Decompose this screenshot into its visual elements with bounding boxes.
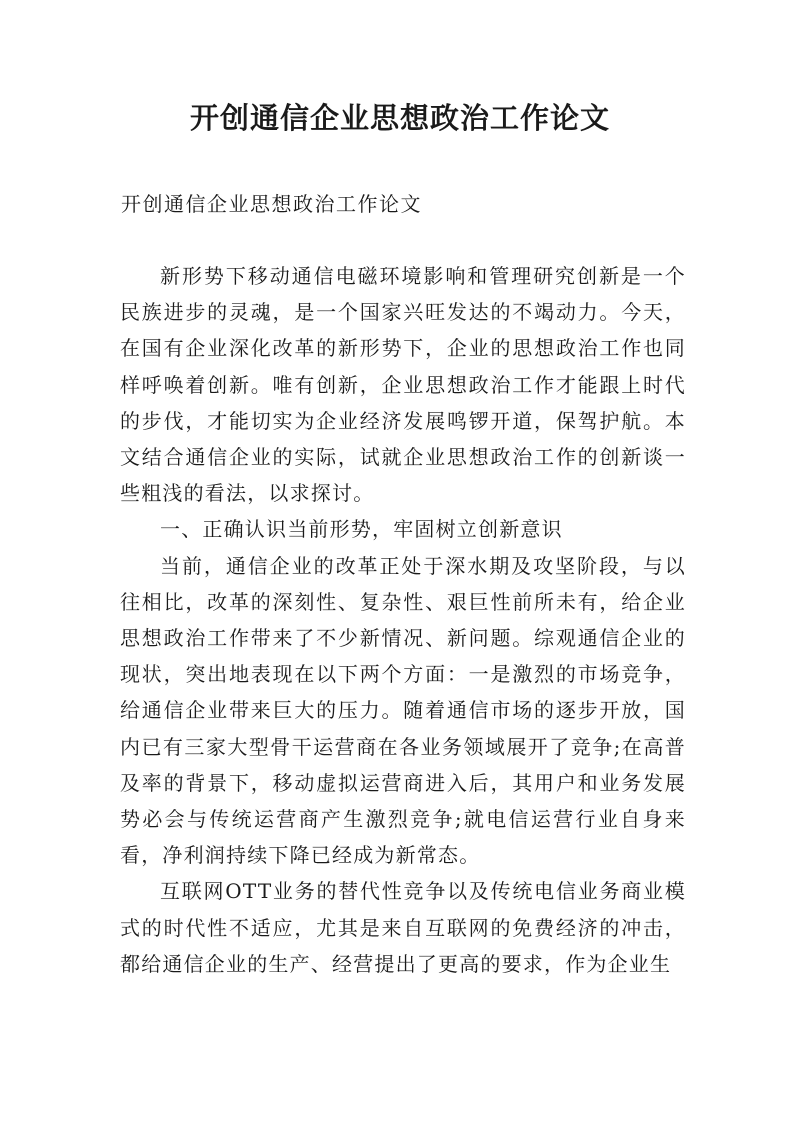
document-title: 开创通信企业思想政治工作论文 bbox=[189, 101, 610, 135]
document-subtitle: 开创通信企业思想政治工作论文 bbox=[121, 192, 422, 216]
paragraph: 新形势下移动通信电磁环境影响和管理研究创新是一个民族进步的灵魂，是一个国家兴旺发达的不竭动力。今天，在国有企业深化改革的新形势下，企业的思想政治工作也同样呼唤着创新。唯有创新，企业思想政治工作才能跟上时代的步伐，才能切实为企业经济发展鸣锣开道，保驾护航。本文结合通信企业的实际，试就企业思想政治工作的创新谈一些粗浅的看法，以求探讨。 bbox=[120, 264, 686, 506]
section-heading: 一、正确认识当前形势，牢固树立创新意识 bbox=[160, 517, 563, 542]
document-body bbox=[120, 258, 686, 982]
paragraph: 当前，通信企业的改革正处于深水期及攻坚阶段，与以往相比，改革的深刻性、复杂性、艰巨性前所未有，给企业思想政治工作带来了不少新情况、新问题。综观通信企业的现状，突出地表现在以下两个方面：一是激烈的市场竞争，给通信企业带来巨大的压力。随着通信市场的逐步开放，国内已有三家大型骨干运营商在各业务领域展开了竞争;在高普及率的背景下，移动虚拟运营商进入后，其用户和业务发展势必会与传统运营商产生激烈竞争;就电信运营行业自身来看，净利润持续下降已经成为新常态。 bbox=[120, 553, 686, 868]
paragraph: 互联网OTT业务的替代性竞争以及传统电信业务商业模式的时代性不适应，尤其是来自互联网的免费经济的冲击，都给通信企业的生产、经营提出了更高的要求，作为企业生 bbox=[120, 879, 686, 976]
